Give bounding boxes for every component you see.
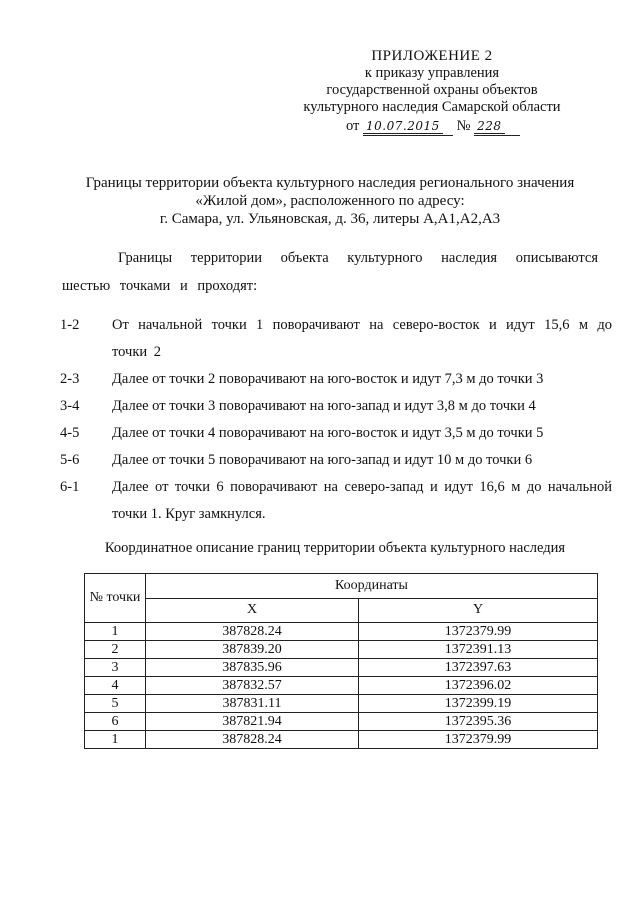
cell-x: 387832.57 bbox=[146, 677, 359, 695]
cell-x: 387831.11 bbox=[146, 695, 359, 713]
cell-point: 3 bbox=[85, 659, 146, 677]
cell-y: 1372391.13 bbox=[359, 641, 598, 659]
table-row bbox=[85, 695, 598, 713]
cell-y: 1372397.63 bbox=[359, 659, 598, 677]
coordinates-table bbox=[84, 573, 598, 749]
cell-point: 1 bbox=[85, 623, 146, 641]
heading-line: г. Самара, ул. Ульяновская, д. 36, литеры А,А1,А2,А3 bbox=[159, 211, 501, 227]
header-point-number: № точки bbox=[85, 574, 146, 623]
step-code: 1-2 bbox=[60, 317, 80, 333]
boundary-step bbox=[60, 420, 612, 447]
table-row bbox=[85, 623, 598, 641]
cell-x: 387821.94 bbox=[146, 713, 359, 731]
document-heading bbox=[60, 174, 600, 228]
header-y: Y bbox=[359, 598, 598, 623]
cell-point: 5 bbox=[85, 695, 146, 713]
table-row bbox=[85, 677, 598, 695]
appendix-block bbox=[292, 48, 572, 116]
cell-x: 387828.24 bbox=[146, 731, 359, 749]
cell-point: 6 bbox=[85, 713, 146, 731]
cell-point: 1 bbox=[85, 731, 146, 749]
cell-y: 1372399.19 bbox=[359, 695, 598, 713]
appendix-line: к приказу управления bbox=[364, 65, 500, 81]
step-code: 2-3 bbox=[60, 371, 80, 387]
boundary-steps-list bbox=[60, 312, 612, 528]
header-x: X bbox=[146, 598, 359, 623]
from-label: от bbox=[346, 118, 360, 134]
appendix-line: культурного наследия Самарской области bbox=[303, 99, 561, 115]
table-row bbox=[85, 731, 598, 749]
boundary-step bbox=[60, 447, 612, 474]
order-number-handwritten: 228 bbox=[474, 119, 504, 134]
cell-x: 387835.96 bbox=[146, 659, 359, 677]
cell-y: 1372396.02 bbox=[359, 677, 598, 695]
order-date-field bbox=[363, 118, 453, 136]
cell-x: 387828.24 bbox=[146, 623, 359, 641]
step-code: 5-6 bbox=[60, 452, 80, 468]
cell-y: 1372379.99 bbox=[359, 623, 598, 641]
table-caption: Координатное описание границ территории объекта культурного наследия bbox=[104, 540, 566, 556]
header-coordinates: Координаты bbox=[146, 574, 598, 599]
cell-point: 2 bbox=[85, 641, 146, 659]
cell-y: 1372395.36 bbox=[359, 713, 598, 731]
boundary-step bbox=[60, 366, 612, 393]
cell-point: 4 bbox=[85, 677, 146, 695]
order-date-handwritten: 10.07.2015 bbox=[363, 119, 443, 134]
step-code: 6-1 bbox=[60, 479, 80, 495]
step-text: Далее от точки 6 поворачивают на северо-запад и идут 16,6 м до начальной точки 1. Круг замкнулся. bbox=[112, 479, 612, 522]
boundary-step bbox=[60, 474, 612, 528]
order-number-field bbox=[474, 118, 520, 136]
boundary-step bbox=[60, 393, 612, 420]
step-code: 4-5 bbox=[60, 425, 80, 441]
order-date-number-line bbox=[346, 118, 546, 136]
appendix-line: государственной охраны объектов bbox=[326, 82, 538, 98]
appendix-title: ПРИЛОЖЕНИЕ 2 bbox=[371, 48, 493, 64]
number-label: № bbox=[456, 118, 471, 134]
step-text: От начальной точки 1 поворачивают на северо-восток и идут 15,6 м до точки 2 bbox=[112, 317, 612, 360]
table-row bbox=[85, 713, 598, 731]
cell-x: 387839.20 bbox=[146, 641, 359, 659]
step-text: Далее от точки 4 поворачивают на юго-восток и идут 3,5 м до точки 5 bbox=[112, 425, 544, 441]
intro-paragraph: Границы территории объекта культурного наследия описываются шестью точками и проходят: bbox=[62, 250, 598, 294]
boundary-step bbox=[60, 312, 612, 366]
cell-y: 1372379.99 bbox=[359, 731, 598, 749]
heading-line: «Жилой дом», расположенного по адресу: bbox=[195, 193, 465, 209]
step-code: 3-4 bbox=[60, 398, 80, 414]
table-row bbox=[85, 641, 598, 659]
heading-line: Границы территории объекта культурного наследия регионального значения bbox=[85, 175, 575, 191]
step-text: Далее от точки 5 поворачивают на юго-запад и идут 10 м до точки 6 bbox=[112, 452, 533, 468]
step-text: Далее от точки 2 поворачивают на юго-восток и идут 7,3 м до точки 3 bbox=[112, 371, 544, 387]
step-text: Далее от точки 3 поворачивают на юго-запад и идут 3,8 м до точки 4 bbox=[112, 398, 536, 414]
table-row bbox=[85, 659, 598, 677]
